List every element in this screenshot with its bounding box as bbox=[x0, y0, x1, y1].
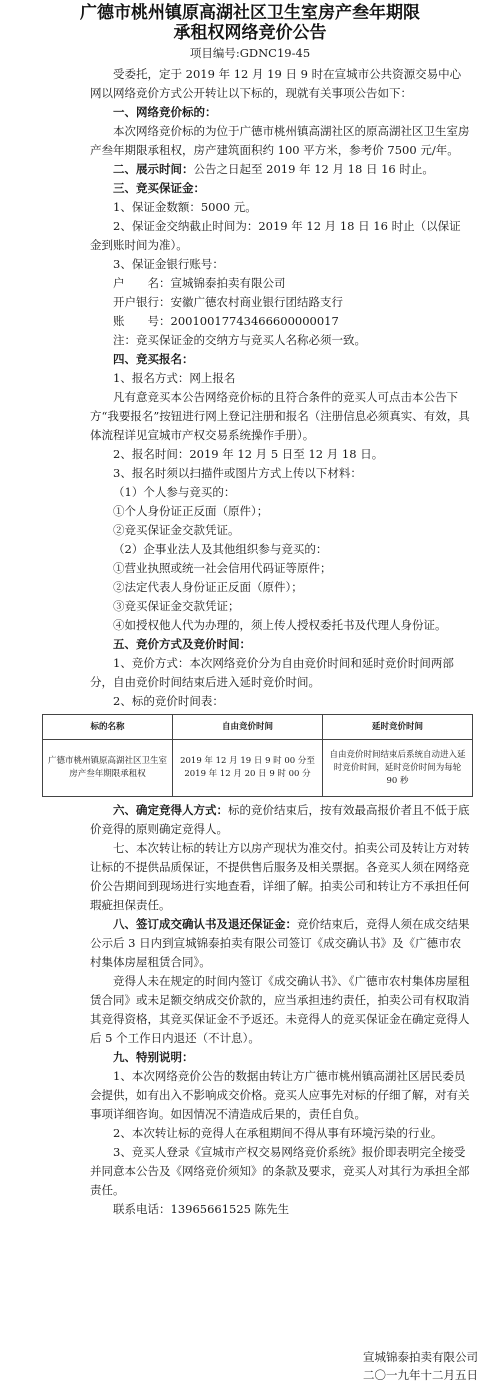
table-header: 标的名称 bbox=[43, 715, 173, 740]
organization-item-1: ①营业执照或统一社会信用代码证等原件； bbox=[113, 561, 332, 575]
section-6 bbox=[90, 801, 470, 839]
section-6-text: 标的竞价结束后，按有效最高报价者且不低于底价竞得的原则确定竞得人。 bbox=[90, 803, 470, 836]
notice-title-line2: 承租权网络竞价公告 bbox=[173, 23, 327, 43]
bidding-schedule-table bbox=[42, 714, 473, 797]
individual-item-2: ②竞买保证金交款凭证。 bbox=[113, 523, 240, 537]
registration-materials: 3、报名时须以扫描件或图片方式上传以下材料： bbox=[113, 466, 362, 480]
deposit-amount: 1、保证金数额：5000 元。 bbox=[113, 200, 257, 214]
section-9-title: 九、特别说明： bbox=[113, 1050, 194, 1064]
table-header: 延时竞价时间 bbox=[323, 715, 473, 740]
table-cell-free-bidding-time: 2019 年 12 月 19 日 9 时 00 分至 2019 年 12 月 20 日 9 时 00 分 bbox=[173, 740, 323, 797]
table-header-row bbox=[43, 715, 473, 740]
section-8-text-2: 竞得人未在规定的时间内签订《成交确认书》、《广德市农村集体房屋租赁合同》或未足额交纳成交价款的，应当承担违约责任，拍卖公司有权取消其竞得资格，其竞买保证金不予返还。未竞得人的竞买保证金在确定竞得人后 5 个工作日内退还（不计息）。 bbox=[90, 974, 470, 1045]
signature-date: 二〇一九年十二月五日 bbox=[363, 1368, 478, 1382]
special-note-2: 2、本次转让标的竞得人在承租期间不得从事有环境污染的行业。 bbox=[113, 1126, 443, 1140]
section-1-title: 一、网络竞价标的： bbox=[113, 105, 217, 119]
deposit-deadline: 2、保证金交纳截止时间为：2019 年 12 月 18 日 16 时止（以保证金到账时间为准）。 bbox=[90, 219, 461, 252]
section-4-title: 四、竞买报名： bbox=[113, 352, 194, 366]
section-3-title: 三、竞买保证金： bbox=[113, 181, 205, 195]
notice-title-line1: 广德市桃州镇原高湖社区卫生室房产叁年期限 bbox=[80, 3, 420, 23]
intro-paragraph: 受委托，定于 2019 年 12 月 19 日 9 时在宣城市公共资源交易中心网以网络竞价方式公开转让以下标的，现就有关事项公告如下： bbox=[90, 67, 462, 100]
section-5-title: 五、竞价方式及竞价时间： bbox=[113, 637, 251, 651]
organization-item-3: ③竞买保证金交款凭证； bbox=[113, 599, 240, 613]
section-8-title: 八、签订成交确认书及退还保证金： bbox=[113, 917, 297, 931]
special-note-3: 3、竞买人登录《宣城市产权交易网络竞价系统》报价即表明完全接受并同意本公告及《网络竞价须知》的条款及要求，竞买人对其行为承担全部责任。 bbox=[90, 1145, 470, 1197]
table-cell-extended-bidding-time: 自由竞价时间结束后系统自动进入延时竞价时间，延时竞价时间为每轮 90 秒 bbox=[323, 740, 473, 797]
individual-item-1: ①个人身份证正反面（原件）； bbox=[113, 504, 269, 518]
registration-method: 1、报名方式：网上报名 bbox=[113, 371, 236, 385]
section-8-text: 竞价结束后，竞得人须在成交结果公示后 3 日内到宣城锦泰拍卖有限公司签订《成交确认书》及《广德市农村集体房屋租赁合同》。 bbox=[90, 917, 470, 969]
notice-body bbox=[47, 65, 470, 1219]
contact-phone: 联系电话：13965661525 陈先生 bbox=[113, 1202, 290, 1216]
registration-time: 2、报名时间：2019 年 12 月 5 日至 12 月 18 日。 bbox=[113, 447, 384, 461]
organization-item-2: ②法定代表人身份证正反面（原件）； bbox=[113, 580, 303, 594]
account-bank: 开户银行：安徽广德农村商业银行团结路支行 bbox=[113, 295, 343, 309]
organization-item-4: ④如授权他人代为办理的，须上传人授权委托书及代理人身份证。 bbox=[113, 618, 447, 632]
project-number: 项目编号:GDNC19-45 bbox=[189, 46, 311, 60]
special-note-1: 1、本次网络竞价公告的数据由转让方广德市桃州镇高湖社区居民委员会提供，如有出入不影响成交价格。竞买人应事先对标的仔细了解，对有关事项详细咨询。如因情况不清造成后果的，责任自负。 bbox=[90, 1069, 470, 1121]
table-header: 自由竞价时间 bbox=[173, 715, 323, 740]
section-6-title: 六、确定竞得人方式： bbox=[113, 803, 228, 817]
registration-method-text: 凡有意竞买本公告网络竞价标的且符合条件的竞买人可点击本公告下方“我要报名”按钮进行网上登记注册和报名（注册信息必须真实、有效，具体流程详见宣城市产权交易系统操作手册）。 bbox=[90, 390, 470, 442]
bidding-method: 1、竞价方式：本次网络竞价分为自由竞价时间和延时竞价时间两部分，自由竞价时间结束后进入延时竞价时间。 bbox=[90, 656, 454, 689]
signature-company: 宣城锦泰拍卖有限公司 bbox=[363, 1350, 478, 1364]
deposit-account-heading: 3、保证金银行账号： bbox=[113, 257, 224, 271]
section-2-title: 二、展示时间： bbox=[113, 162, 194, 176]
account-number: 账 号：20010017743466600000017 bbox=[113, 314, 339, 328]
section-1-text: 本次网络竞价标的为位于广德市桃州镇高湖社区的原高湖社区卫生室房产叁年期限承租权，房产建筑面积约 100 平方米，参考价 7500 元/年。 bbox=[90, 124, 470, 157]
account-name: 户 名：宣城锦泰拍卖有限公司 bbox=[113, 276, 286, 290]
section-2 bbox=[90, 160, 470, 179]
bidding-schedule-heading: 2、标的竞价时间表： bbox=[113, 694, 224, 708]
table-row bbox=[43, 740, 473, 797]
bidding-schedule-table-wrap bbox=[42, 714, 472, 797]
section-8 bbox=[90, 915, 470, 972]
organization-heading: （2）企事业法人及其他组织参与竞买的： bbox=[113, 542, 328, 556]
section-7-text: 七、本次转让标的转让方以房产现状为准交付。拍卖公司及转让方对转让标的不提供品质保证，不提供售后服务及相关票据。各竞买人须在网络竞价公告期间到现场进行实地查看，详细了解。拍卖公司和转让方不承担任何瑕疵担保责任。 bbox=[90, 841, 470, 912]
section-2-text: 公告之日起至 2019 年 12 月 18 日 16 时止。 bbox=[193, 162, 434, 176]
table-cell-item-name: 广德市桃州镇原高湖社区卫生室房产叁年期限承租权 bbox=[43, 740, 173, 797]
individual-heading: （1）个人参与竞买的： bbox=[113, 485, 236, 499]
deposit-note: 注：竞买保证金的交纳方与竞买人名称必须一致。 bbox=[113, 333, 366, 347]
